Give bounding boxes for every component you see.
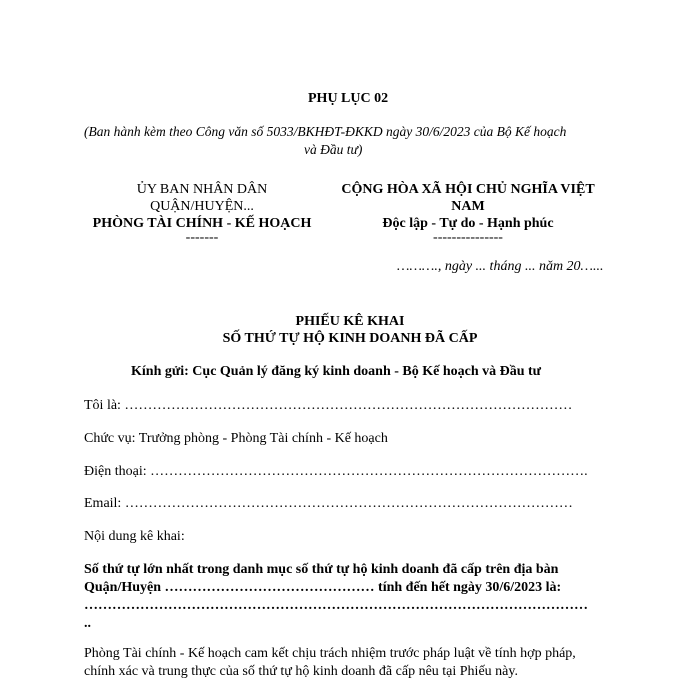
content-label: Nội dung kê khai:: [84, 529, 185, 544]
position-field: Chức vụ: Trưởng phòng - Phòng Tài chính - Kế hoạch: [84, 431, 388, 446]
header-left-line1: ỦY BAN NHÂN DÂN: [136, 182, 268, 197]
header-right: [330, 181, 606, 244]
email-field: Email: ……………………………………………………………………………………: [84, 496, 573, 511]
appendix-title: PHỤ LỤC 02: [308, 91, 389, 106]
declaration-line2: Quận/Huyện ……………………………………… tính đến hết ngày 30/6/2023 là:: [84, 580, 562, 595]
date-line: ………., ngày ... tháng ... năm 20…...: [397, 259, 604, 274]
commitment-line1: Phòng Tài chính - Kế hoạch cam kết chịu trách nhiệm trước pháp luật về tính hợp pháp,: [84, 646, 576, 661]
header-right-line1: CỘNG HÒA XÃ HỘI CHỦ NGHĨA VIỆT: [341, 182, 595, 197]
header-right-rule: ---------------: [433, 230, 503, 245]
declaration-line1: Số thứ tự lớn nhất trong danh mục số thứ tự hộ kinh doanh đã cấp trên địa bàn: [84, 562, 559, 577]
header-right-line2: NAM: [451, 199, 485, 214]
commitment-line2: chính xác và trung thực của số thứ tự hộ kinh doanh đã cấp nêu tại Phiếu này.: [84, 664, 518, 679]
commitment: [84, 645, 576, 681]
header-right-line3: Độc lập - Tự do - Hạnh phúc: [382, 216, 554, 231]
form-title-line1: PHIẾU KÊ KHAI: [295, 314, 405, 329]
name-field: Tôi là: ……………………………………………………………………………………: [84, 398, 573, 413]
appendix-subtitle-line2: và Đầu tư): [304, 142, 363, 157]
header-left-line3: PHÒNG TÀI CHÍNH - KẾ HOẠCH: [92, 216, 312, 231]
declaration-line4: ..: [84, 616, 91, 631]
header-left: [84, 181, 320, 244]
declaration: [84, 561, 588, 633]
header-left-line2: QUẬN/HUYỆN...: [150, 199, 254, 214]
recipient-line: Kính gửi: Cục Quản lý đăng ký kinh doanh - Bộ Kế hoạch và Đầu tư: [131, 364, 542, 379]
appendix-subtitle-line1: (Ban hành kèm theo Công văn số 5033/BKHĐT-ĐKKD ngày 30/6/2023 của Bộ Kế hoạch: [84, 124, 567, 139]
header-left-rule: -------: [185, 230, 219, 245]
form-title: [0, 313, 700, 347]
declaration-line3: ………………………………………………………………………………………………: [84, 598, 588, 613]
phone-field: Điện thoại: ………………………………………………………………………………….: [84, 464, 588, 479]
form-title-line2: SỐ THỨ TỰ HỘ KINH DOANH ĐÃ CẤP: [222, 331, 478, 346]
